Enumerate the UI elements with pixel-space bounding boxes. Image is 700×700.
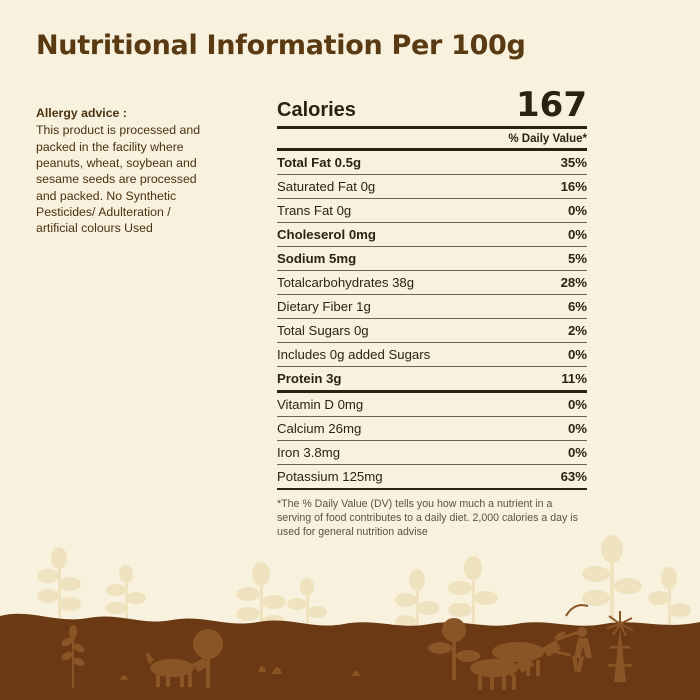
- nutrient-row: [277, 247, 587, 271]
- nutrient-label: Totalcarbohydrates 38g: [277, 271, 535, 295]
- nutrient-label: Choleserol 0mg: [277, 223, 535, 247]
- nutrient-daily-value: 0%: [535, 392, 587, 417]
- nutrient-daily-value: 0%: [535, 417, 587, 441]
- nutrient-daily-value: 0%: [535, 199, 587, 223]
- daily-value-footnote: *The % Daily Value (DV) tells you how much a nutrient in a serving of food contributes to a daily diet. 2,000 calories a day is used for general nutrition advise: [277, 498, 578, 538]
- nutrient-row: [277, 199, 587, 223]
- nutrient-label: Protein 3g: [277, 367, 535, 392]
- nutrient-label: Total Sugars 0g: [277, 319, 535, 343]
- nutrient-label: Iron 3.8mg: [277, 441, 535, 465]
- nutrient-label: Dietary Fiber 1g: [277, 295, 535, 319]
- nutrient-daily-value: 2%: [535, 319, 587, 343]
- nutrient-row: [277, 295, 587, 319]
- nutrient-label: Vitamin D 0mg: [277, 392, 535, 417]
- daily-value-header: % Daily Value*: [508, 133, 587, 145]
- nutrient-daily-value: 28%: [535, 271, 587, 295]
- soil-silhouettes-icon: [60, 605, 633, 690]
- nutrient-label: Total Fat 0.5g: [277, 151, 535, 175]
- allergy-advice-block: [36, 105, 211, 237]
- nutrient-daily-value: 5%: [535, 247, 587, 271]
- nutrient-row: [277, 417, 587, 441]
- calories-label: Calories: [277, 99, 356, 121]
- calories-value: 167: [516, 85, 587, 125]
- nutrient-daily-value: 35%: [535, 151, 587, 175]
- nutrient-label: Saturated Fat 0g: [277, 175, 535, 199]
- page-title: Nutritional Information Per 100g: [36, 30, 526, 61]
- background-plants-icon: [37, 535, 691, 640]
- farm-scene-illustration: [0, 520, 700, 700]
- nutrient-row: [277, 392, 587, 417]
- nutrient-daily-value: 11%: [535, 367, 587, 392]
- nutrient-row: [277, 223, 587, 247]
- allergy-advice-heading: Allergy advice :: [36, 106, 127, 120]
- nutrient-row: [277, 465, 587, 490]
- nutrient-row: [277, 151, 587, 175]
- nutrient-daily-value: 0%: [535, 343, 587, 367]
- nutrient-row: [277, 367, 587, 392]
- nutrient-label: Potassium 125mg: [277, 465, 535, 490]
- soil-band: [0, 614, 700, 700]
- nutrient-daily-value: 0%: [535, 441, 587, 465]
- calories-row: [277, 85, 587, 126]
- nutrient-row: [277, 271, 587, 295]
- nutrient-daily-value: 0%: [535, 223, 587, 247]
- nutrient-daily-value: 6%: [535, 295, 587, 319]
- nutrient-daily-value: 63%: [535, 465, 587, 490]
- nutrition-facts-panel: [277, 85, 587, 540]
- allergy-advice-text: This product is processed and packed in the facility where peanuts, wheat, soybean and sesame seeds are processed and packed. No Synthetic Pesticides/ Adulteration / artificial colours Used: [36, 123, 201, 236]
- nutrient-row: [277, 319, 587, 343]
- nutrient-label: Sodium 5mg: [277, 247, 535, 271]
- nutrient-label: Includes 0g added Sugars: [277, 343, 535, 367]
- nutrient-label: Calcium 26mg: [277, 417, 535, 441]
- nutrient-table: [277, 151, 587, 490]
- nutrient-row: [277, 175, 587, 199]
- nutrient-row: [277, 343, 587, 367]
- nutrient-label: Trans Fat 0g: [277, 199, 535, 223]
- nutrient-daily-value: 16%: [535, 175, 587, 199]
- nutrient-row: [277, 441, 587, 465]
